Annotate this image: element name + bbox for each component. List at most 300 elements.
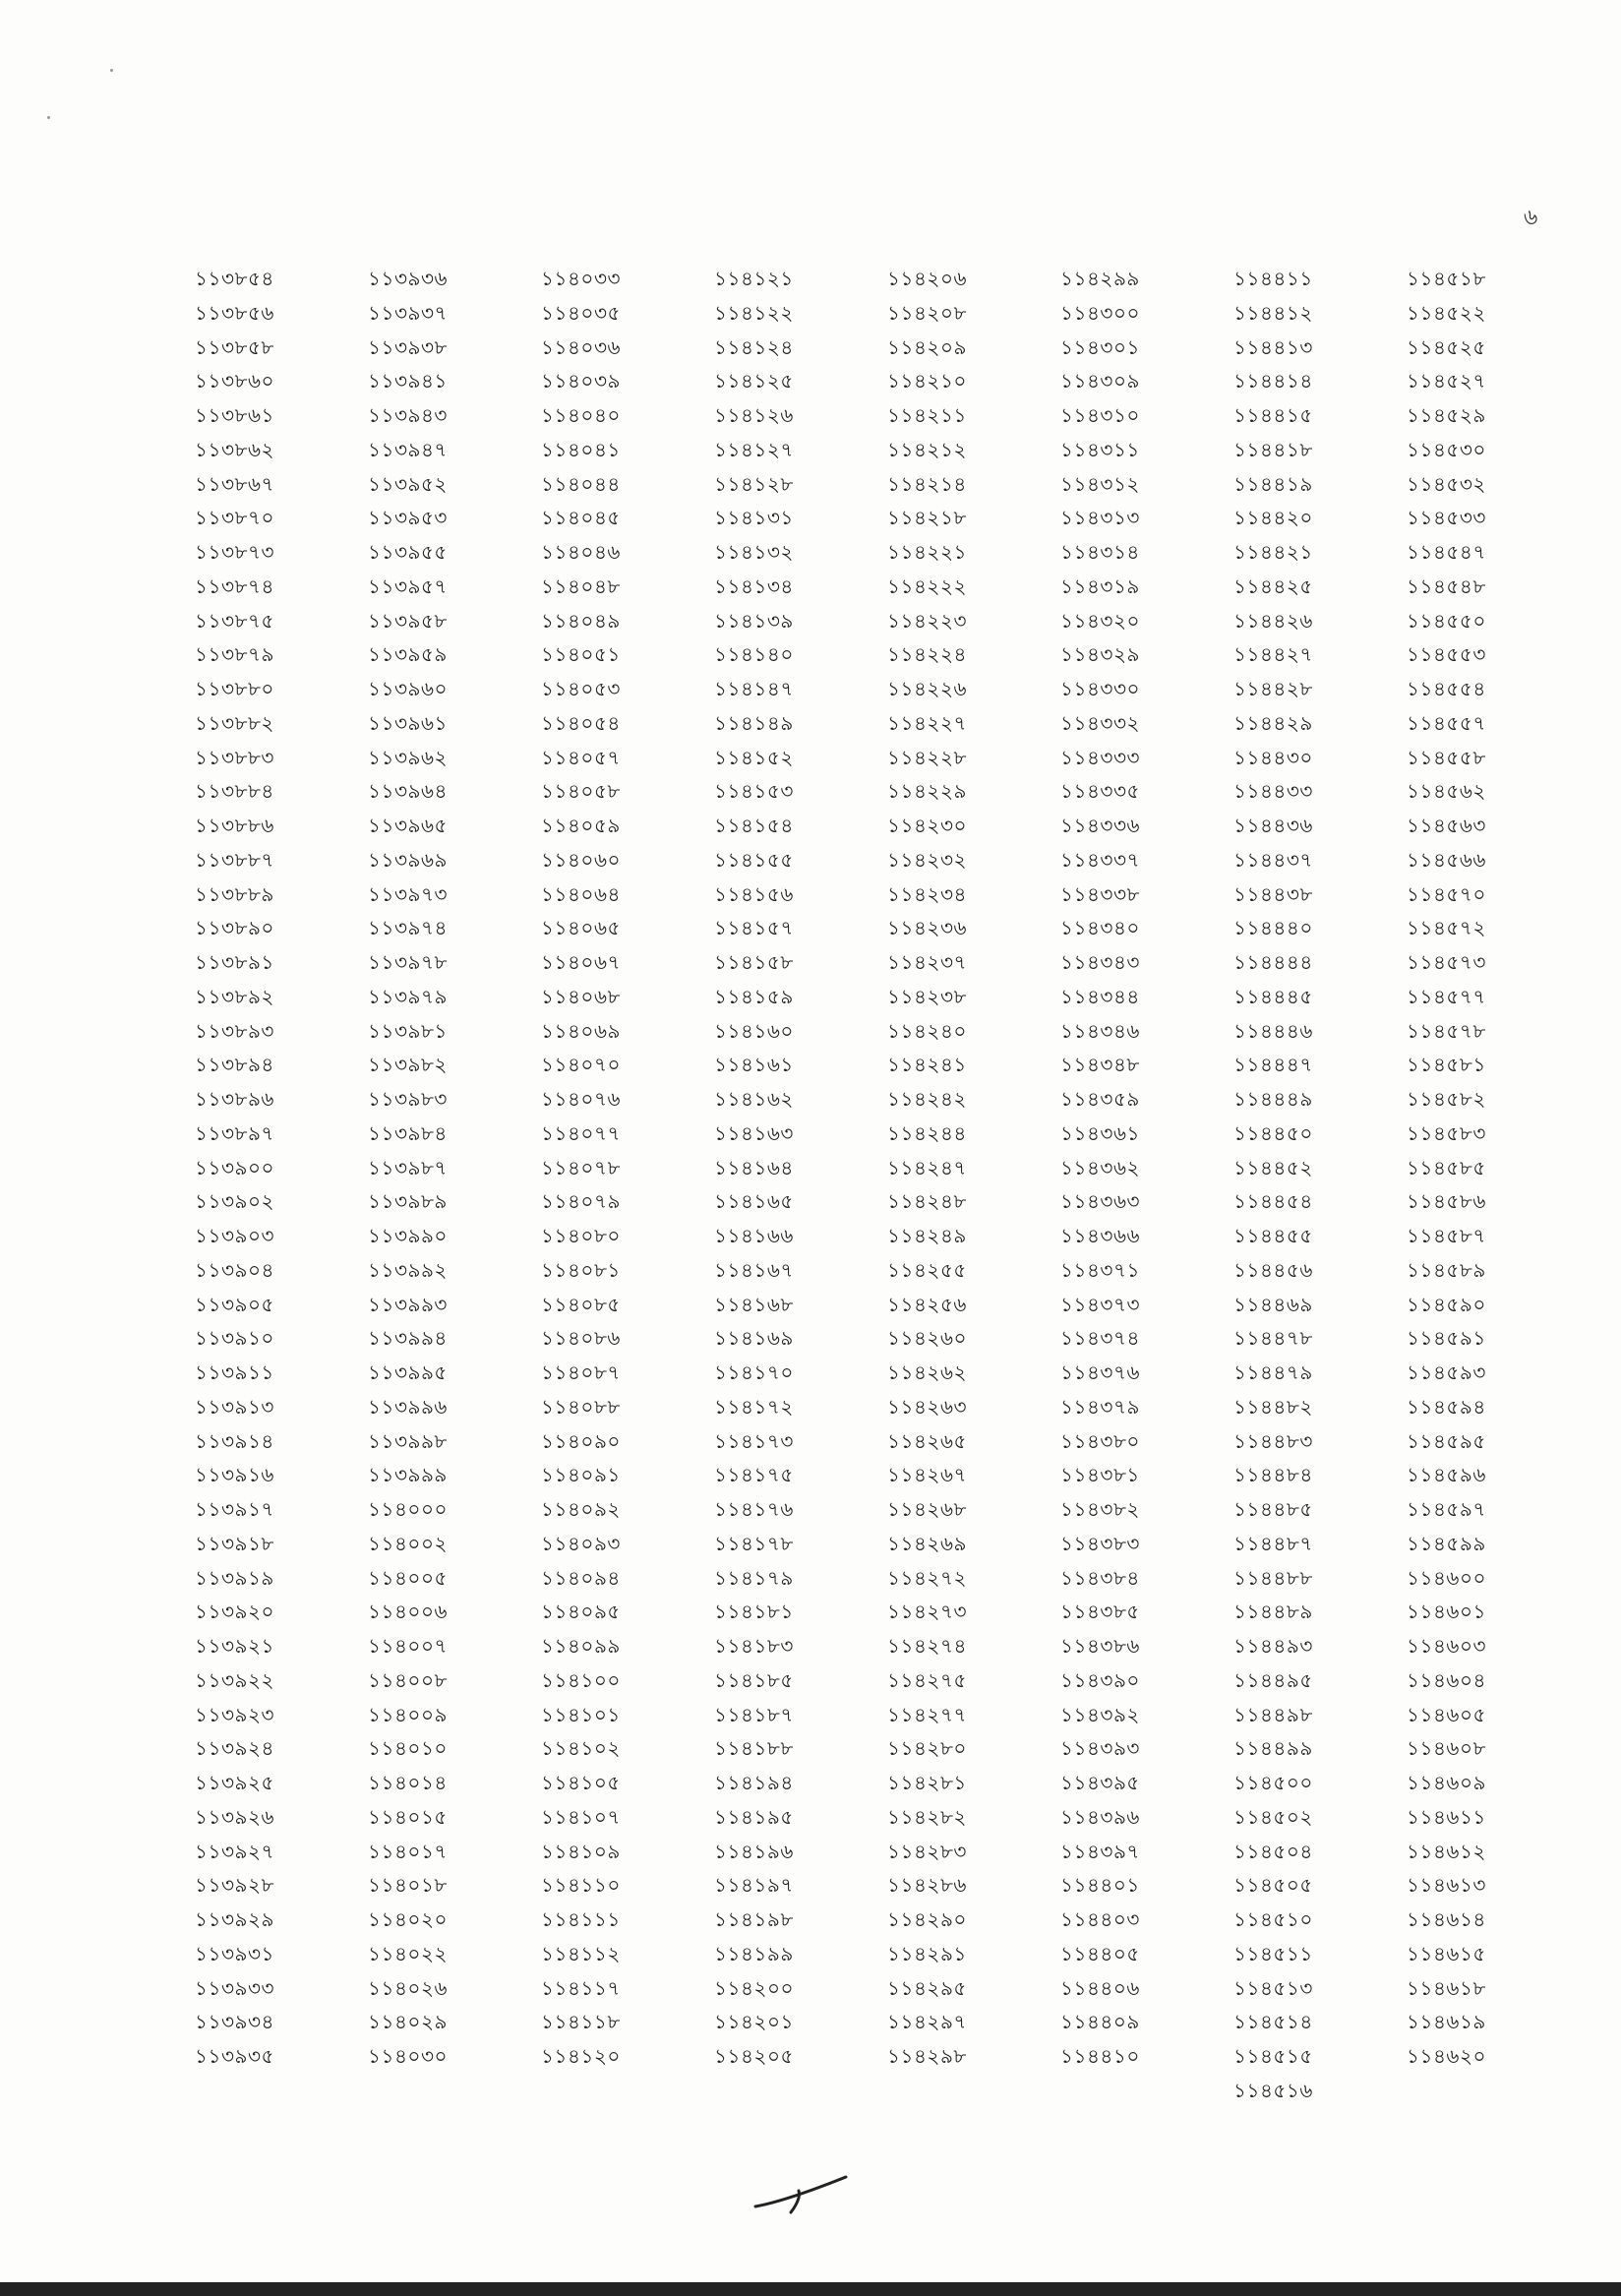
- roll-number: ১১৪৫৯৪: [1407, 1394, 1486, 1419]
- roll-number: ১১৪৫৬৩: [1407, 814, 1486, 837]
- roll-number: ১১৪৪৭৮: [1233, 1326, 1313, 1351]
- roll-number: ১১৩৮৮৬: [195, 814, 274, 837]
- roll-number: ১১৪২৫৫: [887, 1257, 967, 1282]
- roll-number: ১১৩৯৮১: [368, 1018, 448, 1043]
- roll-number: ১১৪৪৪৪: [1233, 950, 1313, 974]
- roll-number: ১১৩৮৮৪: [195, 779, 274, 804]
- roll-number: ১১৪০৩০: [368, 2044, 448, 2068]
- roll-number-grid: [195, 262, 1580, 2108]
- roll-number: ১১৪৪৫০: [1233, 1120, 1313, 1145]
- roll-number: ১১৩৯০০: [195, 1155, 274, 1179]
- roll-number: ১১৪৪৯৫: [1233, 1667, 1313, 1692]
- roll-number: ১১৩৮৬০: [195, 369, 274, 393]
- roll-number: ১১৪১২৬: [714, 403, 794, 427]
- roll-number: ১১৪০১৮: [368, 1873, 448, 1898]
- roll-number: ১১৩৯৬২: [368, 745, 448, 769]
- roll-number: ১১৪৩৮০: [1060, 1428, 1140, 1453]
- roll-number: ১১৪৩৬৬: [1060, 1224, 1140, 1247]
- roll-number: ১১৪৬০৫: [1407, 1702, 1486, 1726]
- roll-number: ১১৪৩৮৬: [1060, 1634, 1140, 1658]
- roll-number: ১১৪১১৭: [541, 1975, 621, 2000]
- roll-number: ১১৪০০৭: [368, 1634, 448, 1658]
- roll-number: ১১৩৮৯৪: [195, 1053, 274, 1077]
- roll-number: ১১৪৪৮৩: [1233, 1428, 1313, 1453]
- roll-number: ১১৩৮৬২: [195, 437, 274, 461]
- roll-number: ১১৪৬০৯: [1407, 1771, 1486, 1794]
- roll-number: ১১৪৩৯২: [1060, 1702, 1140, 1726]
- roll-number: ১১৪২৪১: [887, 1053, 967, 1077]
- roll-number: ১১৩৯২১: [195, 1634, 274, 1658]
- roll-number: ১১৩৮৫৮: [195, 334, 274, 359]
- roll-number: ১১৪৩৬৩: [1060, 1189, 1140, 1214]
- roll-number: ১১৩৯৩৬: [368, 267, 448, 290]
- roll-number: [541, 2074, 714, 2108]
- roll-number: ১১৪০৪০: [541, 403, 621, 427]
- roll-number: ১১৪৩৯৩: [1060, 1736, 1140, 1761]
- roll-number: ১১৩৯২৬: [195, 1804, 274, 1829]
- roll-number: ১১৪০৫১: [541, 642, 621, 667]
- roll-number: ১১৪৩৮৪: [1060, 1565, 1140, 1590]
- roll-number: ১১৪২০৫: [714, 2044, 794, 2068]
- roll-number: ১১৪৪১২: [1233, 300, 1313, 325]
- roll-number: ১১৪২৩৬: [887, 916, 967, 940]
- roll-number: ১১৩৯৮৭: [368, 1155, 448, 1179]
- roll-number: ১১৪২৭৫: [887, 1667, 967, 1692]
- roll-number: ১১৪৫৯১: [1407, 1326, 1486, 1351]
- roll-number: [714, 2074, 887, 2108]
- roll-number: ১১৪০২৯: [368, 2010, 448, 2034]
- roll-number: ১১৪৩২০: [1060, 608, 1140, 633]
- roll-number: ১১৪২৬৮: [887, 1497, 967, 1521]
- roll-number: ১১৪১০০: [541, 1667, 621, 1692]
- roll-number: ১১৪২১০: [887, 369, 967, 393]
- roll-number: ১১৪১৮৫: [714, 1667, 794, 1692]
- roll-number: ১১৪৫৩০: [1407, 437, 1486, 461]
- roll-number: ১১৩৯৩৮: [368, 334, 448, 359]
- roll-number: ১১৪৪১৪: [1233, 369, 1313, 393]
- roll-number: ১১৪১৫২: [714, 745, 794, 769]
- roll-number: ১১৪২৯৮: [887, 2044, 967, 2068]
- roll-number: ১১৩৯৯৪: [368, 1326, 448, 1351]
- roll-number: ১১৪১৬৮: [714, 1292, 794, 1316]
- roll-number: ১১৪১৮৩: [714, 1634, 794, 1658]
- roll-number: ১১৪১৭০: [714, 1360, 794, 1384]
- roll-number: ১১৪২০৯: [887, 334, 967, 359]
- roll-number: ১১৪২৩০: [887, 814, 967, 837]
- roll-number: ১১৪০৮৭: [541, 1360, 621, 1384]
- roll-number: ১১৪৪৮৮: [1233, 1565, 1313, 1590]
- roll-number: ১১৩৯৬১: [368, 710, 448, 735]
- roll-number: ১১৪১২২: [714, 300, 794, 325]
- roll-number: ১১৪২৮৩: [887, 1839, 967, 1863]
- roll-number: ১১৪৪৪৫: [1233, 984, 1313, 1008]
- roll-number: ১১৩৮৮৩: [195, 745, 274, 769]
- roll-number: ১১৪২৯৫: [887, 1975, 967, 2000]
- roll-number: ১১৩৯২৩: [195, 1702, 274, 1726]
- roll-number: ১১৪৫৯৬: [1407, 1463, 1486, 1487]
- roll-number: ১১৪১৯৬: [714, 1839, 794, 1863]
- roll-number: ১১৪০৯১: [541, 1463, 621, 1487]
- roll-number: ১১৩৮৭৫: [195, 608, 274, 633]
- roll-number: ১১৪৫৭২: [1407, 916, 1486, 940]
- roll-number: ১১৪১০৭: [541, 1804, 621, 1829]
- roll-number: ১১৩৯৭৮: [368, 950, 448, 974]
- roll-number: ১১৩৯৪৭: [368, 437, 448, 461]
- roll-number: ১১৪৫৮৩: [1407, 1120, 1486, 1145]
- roll-number: ১১৪৬২০: [1407, 2044, 1486, 2068]
- roll-number: ১১৪০৩৫: [541, 300, 621, 325]
- roll-number: ১১৩৯১৪: [195, 1428, 274, 1453]
- roll-number: [887, 2074, 1060, 2108]
- roll-number: ১১৪১৪৯: [714, 710, 794, 735]
- roll-number: ১১৩৯২৫: [195, 1771, 274, 1794]
- roll-number: ১১৪০৮৬: [541, 1326, 621, 1351]
- roll-number: ১১৩৯১৮: [195, 1531, 274, 1555]
- roll-number: ১১৩৯১০: [195, 1326, 274, 1351]
- roll-number: ১১৪১৫৭: [714, 916, 794, 940]
- roll-number: ১১৪২৯১: [887, 1941, 967, 1965]
- roll-number: ১১৪৩১১: [1060, 437, 1140, 461]
- roll-number: ১১৪২৪৯: [887, 1224, 967, 1247]
- roll-number: ১১৪০১৪: [368, 1771, 448, 1794]
- roll-number: ১১৪২৬০: [887, 1326, 967, 1351]
- roll-number: ১১৪১৭৮: [714, 1531, 794, 1555]
- roll-number: ১১৪৩২৯: [1060, 642, 1140, 667]
- roll-number: ১১৪১৬৯: [714, 1326, 794, 1351]
- roll-number: ১১৪০৭৭: [541, 1120, 621, 1145]
- roll-number: ১১৪০৪৪: [541, 471, 621, 496]
- roll-number: ১১৪১৩৪: [714, 574, 794, 598]
- roll-number: ১১৪২৮০: [887, 1736, 967, 1761]
- roll-number: ১১৪৬১৯: [1407, 2010, 1486, 2034]
- roll-number: ১১৪০৯৫: [541, 1600, 621, 1624]
- roll-number: ১১৪৫৯৯: [1407, 1531, 1486, 1555]
- roll-number: ১১৪৩৪০: [1060, 916, 1140, 940]
- roll-number: ১১৪০৫৪: [541, 710, 621, 735]
- roll-number: ১১৩৯৩৪: [195, 2010, 274, 2034]
- roll-number: ১১৪০৩৩: [541, 267, 621, 290]
- roll-number: ১১৪৬০৪: [1407, 1667, 1486, 1692]
- roll-number: ১১৪০৫৮: [541, 779, 621, 804]
- roll-number: ১১৪৩৭৪: [1060, 1326, 1140, 1351]
- roll-number: ১১৪১৫৮: [714, 950, 794, 974]
- roll-number: ১১৩৮৯১: [195, 950, 274, 974]
- roll-number: ১১৪৪২১: [1233, 540, 1313, 564]
- roll-number: ১১৪৫৮৬: [1407, 1189, 1486, 1214]
- roll-number: ১১৪২৮৬: [887, 1873, 967, 1898]
- roll-number: ১১৩৯৩৭: [368, 300, 448, 325]
- roll-number: ১১৪৫৭৭: [1407, 984, 1486, 1008]
- roll-number: ১১৪৪৮৯: [1233, 1600, 1313, 1624]
- roll-number: ১১৪৫২২: [1407, 300, 1486, 325]
- roll-number: ১১৪৫২৭: [1407, 369, 1486, 393]
- roll-number: ১১৩৯৩১: [195, 1941, 274, 1965]
- roll-number: ১১৪০৭৮: [541, 1155, 621, 1179]
- roll-number: ১১৩৯২০: [195, 1600, 274, 1624]
- roll-number: ১১৩৯৭৪: [368, 916, 448, 940]
- roll-number: ১১৪০০৬: [368, 1600, 448, 1624]
- roll-number: ১১৪৫৭৩: [1407, 950, 1486, 974]
- roll-number: ১১৩৮৭৯: [195, 642, 274, 667]
- roll-number: ১১৪৫১৮: [1407, 267, 1486, 290]
- roll-number: ১১৪৫৮৯: [1407, 1257, 1486, 1282]
- roll-number: ১১৩৯৯২: [368, 1257, 448, 1282]
- roll-number: ১১৪০৬৭: [541, 950, 621, 974]
- roll-number: ১১৪০৭৯: [541, 1189, 621, 1214]
- roll-number: ১১৪০১০: [368, 1736, 448, 1761]
- roll-number: ১১৪১৫৩: [714, 779, 794, 804]
- roll-number: ১১৪৪৮৫: [1233, 1497, 1313, 1521]
- roll-number: ১১৪৪৩৬: [1233, 814, 1313, 837]
- roll-number: ১১৩৯০২: [195, 1189, 274, 1214]
- roll-number: ১১৪৩৩৫: [1060, 779, 1140, 804]
- roll-number: ১১৪৪২৭: [1233, 642, 1313, 667]
- roll-number: ১১৪২৭৭: [887, 1702, 967, 1726]
- roll-number: ১১৪৫০৫: [1233, 1873, 1313, 1898]
- roll-number: ১১৪৫৫৭: [1407, 710, 1486, 735]
- roll-number: ১১৪৪৫২: [1233, 1155, 1313, 1179]
- roll-number: ১১৩৮৮২: [195, 710, 274, 735]
- roll-number: ১১৪৪৮৭: [1233, 1531, 1313, 1555]
- roll-number: ১১৪২২৮: [887, 745, 967, 769]
- roll-number: ১১৪৩৮১: [1060, 1463, 1140, 1487]
- roll-number: ১১৪০৬৮: [541, 984, 621, 1008]
- roll-number: ১১৪০২০: [368, 1907, 448, 1931]
- roll-number: ১১৪১৮১: [714, 1600, 794, 1624]
- roll-number: ১১৪২৯৯: [1060, 267, 1140, 290]
- roll-number: ১১৪৫০২: [1233, 1804, 1313, 1829]
- roll-number: ১১৪১০২: [541, 1736, 621, 1761]
- roll-number: ১১৩৯১৩: [195, 1394, 274, 1419]
- roll-number: ১১৪১৯৪: [714, 1771, 794, 1794]
- roll-number: ১১৪৩৪৬: [1060, 1018, 1140, 1043]
- page-bottom-edge: [0, 2282, 1621, 2296]
- roll-number: ১১৪৫৪৮: [1407, 574, 1486, 598]
- roll-number: ১১৪৬১৩: [1407, 1873, 1486, 1898]
- roll-number: ১১৪৩১৪: [1060, 540, 1140, 564]
- roll-number: ১১৪১৬৬: [714, 1224, 794, 1247]
- roll-number: ১১৪৬১১: [1407, 1804, 1486, 1829]
- roll-number: ১১৪২২৭: [887, 710, 967, 735]
- roll-number: ১১৪১০৫: [541, 1771, 621, 1794]
- roll-number: ১১৪৫৯৫: [1407, 1428, 1486, 1453]
- roll-number: ১১৪৬১৪: [1407, 1907, 1486, 1931]
- roll-number: ১১৪৪৭৯: [1233, 1360, 1313, 1384]
- roll-number: ১১৪০৪৯: [541, 608, 621, 633]
- roll-number: ১১৪৪০১: [1060, 1873, 1140, 1898]
- roll-number: ১১৪৩৬২: [1060, 1155, 1140, 1179]
- roll-number: ১১৩৯৯৯: [368, 1463, 448, 1487]
- roll-number: ১১৪৫৩৩: [1407, 506, 1486, 530]
- roll-number: ১১৪১৬৭: [714, 1257, 794, 1282]
- roll-number: ১১৪১৭২: [714, 1394, 794, 1419]
- roll-number: ১১৪৩৯৫: [1060, 1771, 1140, 1794]
- roll-number: ১১৪৪২৫: [1233, 574, 1313, 598]
- roll-number: ১১৪৪৯৩: [1233, 1634, 1313, 1658]
- roll-number: ১১৪২৬৩: [887, 1394, 967, 1419]
- roll-number: ১১৪৫১১: [1233, 1941, 1313, 1965]
- roll-number: ১১৪৪৩০: [1233, 745, 1313, 769]
- roll-number: ১১৪৫১৪: [1233, 2010, 1313, 2034]
- roll-number: ১১৩৯৬৫: [368, 814, 448, 837]
- page-number: ৬: [1524, 206, 1538, 230]
- roll-number: ১১৪৩১২: [1060, 471, 1140, 496]
- roll-number: ১১৪০৪১: [541, 437, 621, 461]
- roll-number: ১১৪২৬৫: [887, 1428, 967, 1453]
- roll-number: ১১৪২৪০: [887, 1018, 967, 1043]
- roll-number: ১১৪০৫৩: [541, 677, 621, 700]
- roll-number: ১১৩৮৯২: [195, 984, 274, 1008]
- roll-number: ১১৪২১২: [887, 437, 967, 461]
- roll-number: ১১৪১৬৪: [714, 1155, 794, 1179]
- roll-number: ১১৩৯৪৩: [368, 403, 448, 427]
- roll-number: ১১৪১৭৩: [714, 1428, 794, 1453]
- roll-number: ১১৪৬১২: [1407, 1839, 1486, 1863]
- roll-number: ১১৪৪৪০: [1233, 916, 1313, 940]
- roll-number: ১১৪৩৭৯: [1060, 1394, 1140, 1419]
- roll-number: ১১৪০৩৬: [541, 334, 621, 359]
- roll-number: ১১৩৮৭৪: [195, 574, 274, 598]
- roll-number: ১১৪২৫৬: [887, 1292, 967, 1316]
- roll-number: ১১৪১৩১: [714, 506, 794, 530]
- roll-number: ১১৪১৫৫: [714, 847, 794, 872]
- roll-number: ১১৩৯৯০: [368, 1224, 448, 1247]
- roll-number: ১১৪৫৯৭: [1407, 1497, 1486, 1521]
- roll-number: ১১৪৫১৫: [1233, 2044, 1313, 2068]
- roll-number: ১১৪৫১০: [1233, 1907, 1313, 1931]
- roll-number: ১১৪২৬৯: [887, 1531, 967, 1555]
- roll-number: ১১৩৯৫৫: [368, 540, 448, 564]
- roll-number: ১১৪১৯৭: [714, 1873, 794, 1898]
- roll-number: ১১৩৯৭৯: [368, 984, 448, 1008]
- roll-number: ১১৪৬০৩: [1407, 1634, 1486, 1658]
- roll-number: ১১৪১৫৪: [714, 814, 794, 837]
- roll-number: ১১৪১৮৮: [714, 1736, 794, 1761]
- roll-number: ১১৪৩৩৩: [1060, 745, 1140, 769]
- roll-number: ১১৪২১৪: [887, 471, 967, 496]
- roll-number: ১১৪৩৩৮: [1060, 881, 1140, 906]
- roll-number: ১১৪১২৫: [714, 369, 794, 393]
- roll-number: ১১৪০৬০: [541, 847, 621, 872]
- roll-number: ১১৪২৮২: [887, 1804, 967, 1829]
- roll-number: ১১৪০০৮: [368, 1667, 448, 1692]
- roll-number: ১১৪৪৫৫: [1233, 1224, 1313, 1247]
- roll-number: ১১৪৪৩৮: [1233, 881, 1313, 906]
- roll-number: ১১৪৪০৬: [1060, 1975, 1140, 2000]
- roll-number: ১১৪৩১০: [1060, 403, 1140, 427]
- roll-number: ১১৪৬০৮: [1407, 1736, 1486, 1761]
- roll-number: ১১৪৩০৯: [1060, 369, 1140, 393]
- roll-number: ১১৪৫০৪: [1233, 1839, 1313, 1863]
- roll-number: ১১৪৩০০: [1060, 300, 1140, 325]
- roll-number: ১১৪৬০০: [1407, 1565, 1486, 1590]
- roll-number: ১১৩৯১৯: [195, 1565, 274, 1590]
- roll-number: ১১৪০৫৯: [541, 814, 621, 837]
- roll-number: ১১৩৮৮০: [195, 677, 274, 700]
- roll-number: ১১৪০৭৬: [541, 1087, 621, 1111]
- roll-number: ১১৩৯৮৪: [368, 1120, 448, 1145]
- roll-number: ১১৪৩১৩: [1060, 506, 1140, 530]
- roll-number: [1407, 2074, 1580, 2108]
- roll-number: ১১৪৫৮১: [1407, 1053, 1486, 1077]
- roll-number: ১১৪৫৫৮: [1407, 745, 1486, 769]
- roll-number: ১১৪৪৯৮: [1233, 1702, 1313, 1726]
- roll-number: ১১৪২৪৭: [887, 1155, 967, 1179]
- roll-number: ১১৪৩৯০: [1060, 1667, 1140, 1692]
- roll-number: ১১৪২২৬: [887, 677, 967, 700]
- roll-number: ১১৩৯৯৫: [368, 1360, 448, 1384]
- roll-number: ১১৪৪৬৯: [1233, 1292, 1313, 1316]
- roll-number: ১১৪০৯৩: [541, 1531, 621, 1555]
- roll-number: ১১৩৮৯৭: [195, 1120, 274, 1145]
- roll-number: ১১৪১৬১: [714, 1053, 794, 1077]
- roll-number: ১১৪১১১: [541, 1907, 621, 1931]
- roll-number: ১১৪৪০৩: [1060, 1907, 1140, 1931]
- roll-number: ১১৩৯০৫: [195, 1292, 274, 1316]
- roll-number: ১১৪০৯৯: [541, 1634, 621, 1658]
- roll-number: ১১৩৯০৩: [195, 1224, 274, 1247]
- roll-number: ১১৪১১২: [541, 1941, 621, 1965]
- roll-number: ১১৪১০৯: [541, 1839, 621, 1863]
- roll-number: ১১৪৩৩০: [1060, 677, 1140, 700]
- roll-number: ১১৩৯৩৩: [195, 1975, 274, 2000]
- scan-speck: [47, 116, 50, 119]
- roll-number: ১১৪০৬৯: [541, 1018, 621, 1043]
- roll-number: ১১৪৪১১: [1233, 267, 1313, 290]
- roll-number: ১১৪১৬০: [714, 1018, 794, 1043]
- roll-number: ১১৪৫১৬: [1233, 2078, 1313, 2102]
- roll-number: ১১৪৪৮২: [1233, 1394, 1313, 1419]
- roll-number: ১১৪১৯৮: [714, 1907, 794, 1931]
- roll-number: ১১৪২২৩: [887, 608, 967, 633]
- roll-number: ১১৩৮৭৩: [195, 540, 274, 564]
- roll-number: ১১৪১৭৫: [714, 1463, 794, 1487]
- roll-number: ১১৩৯৫৯: [368, 642, 448, 667]
- roll-number: ১১৪৫৬৬: [1407, 847, 1486, 872]
- roll-number: ১১৪০০৫: [368, 1565, 448, 1590]
- roll-number: ১১৩৯৭৩: [368, 881, 448, 906]
- roll-number: ১১৪৫০০: [1233, 1771, 1313, 1794]
- roll-number: ১১৪০৩৯: [541, 369, 621, 393]
- roll-number: ১১৩৮৯৩: [195, 1018, 274, 1043]
- roll-number: ১১৩৯৮২: [368, 1053, 448, 1077]
- roll-number: ১১৪১৫৬: [714, 881, 794, 906]
- roll-number: ১১৪০০০: [368, 1497, 448, 1521]
- roll-number: ১১৪৫৫৪: [1407, 677, 1486, 700]
- roll-number: ১১৪৪১০: [1060, 2044, 1140, 2068]
- roll-number: ১১৪৫২৯: [1407, 403, 1486, 427]
- roll-number: ১১৪৫৪৭: [1407, 540, 1486, 564]
- roll-number: ১১৩৮৭০: [195, 506, 274, 530]
- roll-number: ১১৩৯৫৩: [368, 506, 448, 530]
- roll-number: ১১৪০৬৪: [541, 881, 621, 906]
- roll-number: ১১৪৩৭১: [1060, 1257, 1140, 1282]
- roll-number: ১১৪৬০১: [1407, 1600, 1486, 1624]
- roll-number: ১১৪২৯০: [887, 1907, 967, 1931]
- roll-number: ১১৪৪২৮: [1233, 677, 1313, 700]
- roll-number: ১১৪৪৩৭: [1233, 847, 1313, 872]
- roll-number: ১১৪৩৩৬: [1060, 814, 1140, 837]
- roll-number: ১১৩৮৯৬: [195, 1087, 274, 1111]
- roll-number: ১১৩৮৫৪: [195, 267, 274, 290]
- roll-number: ১১৩৯৯৩: [368, 1292, 448, 1316]
- roll-number: ১১৩৯১৬: [195, 1463, 274, 1487]
- roll-number: ১১৩৯৫২: [368, 471, 448, 496]
- roll-number: ১১৪১৬৫: [714, 1189, 794, 1214]
- roll-number: ১১৪৩৯৬: [1060, 1804, 1140, 1829]
- roll-number: ১১৪০১৭: [368, 1839, 448, 1863]
- roll-number: ১১৪১২৪: [714, 334, 794, 359]
